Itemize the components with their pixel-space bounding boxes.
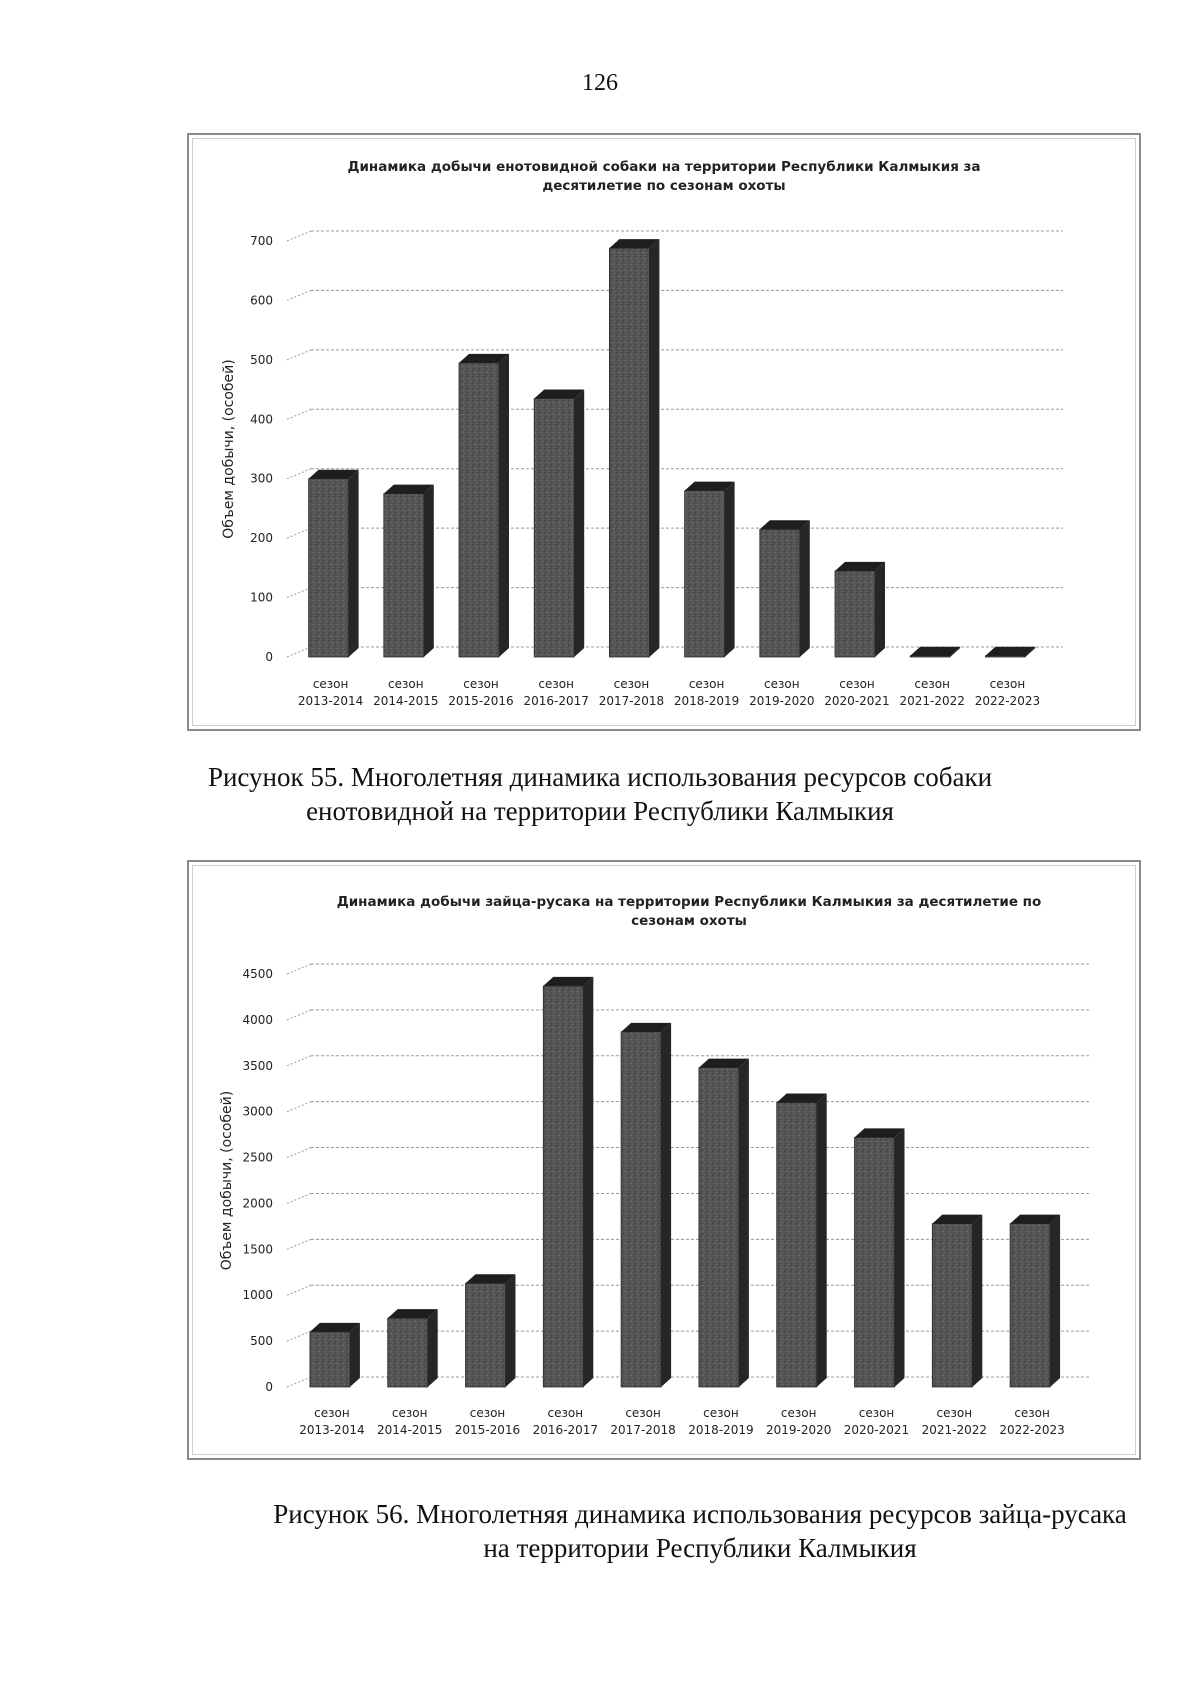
bar-front <box>388 1318 428 1387</box>
y-tick-label: 1000 <box>242 1288 273 1303</box>
bar-side <box>583 977 593 1387</box>
bar-side <box>499 354 509 657</box>
bar-side <box>506 1274 516 1387</box>
chart-title-line: Динамика добычи енотовидной собаки на территории Республики Калмыкия за <box>347 159 981 175</box>
gridline-diag <box>287 231 311 241</box>
y-tick-label: 0 <box>265 650 273 664</box>
bar-2019-2020 <box>760 520 810 657</box>
y-tick-label: 2000 <box>242 1196 273 1211</box>
y-tick-label: 500 <box>250 1334 273 1349</box>
x-tick-label: сезон <box>469 1406 506 1420</box>
y-tick-label: 400 <box>250 412 273 427</box>
bar-2022-2023 <box>985 647 1035 657</box>
bar-front <box>309 479 349 657</box>
bar-side <box>350 1323 360 1387</box>
x-tick-label: 2015-2016 <box>454 1423 521 1437</box>
gridline-diag <box>287 1056 311 1066</box>
page-number: 126 <box>582 70 618 96</box>
y-tick-label: 600 <box>250 293 273 308</box>
y-tick-label: 4000 <box>242 1012 273 1027</box>
gridline-diag <box>287 1331 311 1341</box>
bar-2017-2018 <box>609 239 659 657</box>
bar-2020-2021 <box>835 562 885 657</box>
x-tick-label: 2018-2019 <box>673 694 740 708</box>
bar-2021-2022 <box>932 1215 982 1387</box>
bar-2019-2020 <box>777 1093 827 1387</box>
bar-side <box>817 1093 827 1387</box>
x-tick-label: сезон <box>312 677 349 691</box>
bar-front <box>910 656 950 657</box>
x-tick-label: 2017-2018 <box>610 1423 676 1437</box>
gridline-diag <box>287 290 311 300</box>
bar-2021-2022 <box>910 647 960 657</box>
bar-front <box>985 656 1025 657</box>
x-tick-label: 2016-2017 <box>523 694 589 708</box>
x-tick-label: 2013-2014 <box>299 1423 365 1437</box>
x-tick-label: сезон <box>463 677 499 691</box>
y-tick-label: 3000 <box>242 1104 273 1119</box>
bar-side <box>428 1309 438 1387</box>
bar-2013-2014 <box>309 470 359 657</box>
x-tick-label: сезон <box>1014 1406 1050 1420</box>
bar-2013-2014 <box>310 1323 360 1387</box>
bar-side <box>972 1215 982 1387</box>
gridline-diag <box>287 350 311 360</box>
gridline-diag <box>287 588 311 598</box>
x-tick-label: 2016-2017 <box>532 1423 599 1437</box>
gridline-diag <box>287 469 311 479</box>
x-tick-label: сезон <box>314 1406 350 1420</box>
bar-2018-2019 <box>699 1059 749 1387</box>
gridline-diag <box>287 1148 311 1158</box>
y-axis-label: Объем добычи, (особей) <box>221 359 237 539</box>
x-tick-label: 2018-2019 <box>688 1423 754 1437</box>
bar-front <box>621 1032 661 1387</box>
bar-front <box>685 491 725 657</box>
x-tick-label: сезон <box>547 1406 584 1420</box>
bar-side <box>895 1128 905 1387</box>
gridline-diag <box>287 1010 311 1020</box>
bar-side <box>349 470 359 657</box>
gridline-diag <box>287 528 311 538</box>
x-tick-label: 2017-2018 <box>598 694 665 708</box>
x-tick-label: сезон <box>538 677 574 691</box>
y-tick-label: 2500 <box>242 1150 273 1165</box>
y-tick-label: 1500 <box>242 1242 273 1257</box>
bar-2018-2019 <box>685 482 735 657</box>
x-tick-label: 2014-2015 <box>376 1423 443 1437</box>
gridline-diag <box>287 1102 311 1112</box>
gridline-diag <box>287 964 311 974</box>
bar-2016-2017 <box>534 389 584 657</box>
x-tick-label: сезон <box>688 677 725 691</box>
bar-front <box>543 986 583 1387</box>
bar-front <box>699 1068 739 1387</box>
bar-front <box>310 1332 350 1387</box>
y-tick-label: 3500 <box>242 1058 273 1073</box>
bar-front <box>466 1283 506 1387</box>
x-tick-label: сезон <box>858 1406 895 1420</box>
bar-2022-2023 <box>1010 1215 1060 1387</box>
x-tick-label: 2019-2020 <box>765 1423 832 1437</box>
bar-2017-2018 <box>621 1023 671 1387</box>
chart-hare <box>189 862 1139 1458</box>
gridline-diag <box>287 1377 311 1387</box>
bar-2014-2015 <box>384 485 434 657</box>
x-tick-label: сезон <box>936 1406 973 1420</box>
gridline-diag <box>287 1239 311 1249</box>
gridline-diag <box>287 647 311 657</box>
y-tick-label: 300 <box>250 471 273 486</box>
y-tick-label: 500 <box>250 352 273 367</box>
bar-front <box>384 494 424 657</box>
bar-side <box>739 1059 749 1387</box>
bar-side <box>875 562 885 657</box>
chart-frame-hare <box>187 860 1141 1460</box>
x-tick-label: 2022-2023 <box>999 1423 1065 1437</box>
x-tick-label: 2021-2022 <box>899 694 965 708</box>
x-tick-label: сезон <box>764 677 800 691</box>
y-tick-label: 0 <box>265 1380 273 1394</box>
x-tick-label: 2015-2016 <box>448 694 514 708</box>
x-tick-label: сезон <box>989 677 1026 691</box>
x-tick-label: сезон <box>839 677 875 691</box>
x-tick-label: 2020-2021 <box>824 694 890 708</box>
x-tick-label: 2019-2020 <box>749 694 815 708</box>
chart-title-line: Динамика добычи зайца-русака на территории Республики Калмыкия за десятилетие по <box>336 894 1042 910</box>
chart-title-line: сезонам охоты <box>631 913 747 929</box>
bar-front <box>534 398 574 657</box>
bar-side <box>1050 1215 1060 1387</box>
figure-caption-55: Рисунок 55. Многолетняя динамика использования ресурсов собаки енотовидной на территории Республики Калмыкия <box>207 762 993 826</box>
x-tick-label: сезон <box>613 677 650 691</box>
gridline-diag <box>287 1193 311 1203</box>
bar-2014-2015 <box>388 1309 438 1387</box>
bar-front <box>932 1224 972 1387</box>
bar-2015-2016 <box>466 1274 516 1387</box>
gridline-diag <box>287 409 311 419</box>
x-tick-label: сезон <box>388 677 424 691</box>
y-tick-label: 200 <box>250 531 273 546</box>
x-tick-label: сезон <box>703 1406 739 1420</box>
y-tick-label: 700 <box>250 234 273 248</box>
bar-front <box>760 529 800 657</box>
x-tick-label: 2021-2022 <box>921 1423 988 1437</box>
figure-caption-56: Рисунок 56. Многолетняя динамика использования ресурсов зайца-русака на территории Республики Калмыкия <box>273 1499 1127 1563</box>
bar-2020-2021 <box>855 1128 905 1387</box>
bar-2015-2016 <box>459 354 509 657</box>
chart-frame-raccoon-dog <box>187 133 1141 731</box>
bar-front <box>609 248 649 657</box>
bar-front <box>459 363 499 657</box>
bar-front <box>835 571 875 657</box>
bar-side <box>424 485 434 657</box>
y-axis-label: Объем добычи, (особей) <box>219 1090 235 1271</box>
x-tick-label: 2014-2015 <box>373 694 439 708</box>
x-tick-label: 2013-2014 <box>297 694 364 708</box>
x-tick-label: сезон <box>625 1406 661 1420</box>
bar-side <box>800 520 810 657</box>
x-tick-label: сезон <box>914 677 950 691</box>
chart-title-line: десятилетие по сезонам охоты <box>542 178 786 194</box>
x-tick-label: 2022-2023 <box>974 694 1041 708</box>
chart-raccoon-dog <box>189 135 1139 729</box>
bar-side <box>661 1023 671 1387</box>
bar-side <box>649 239 659 657</box>
y-tick-label: 100 <box>250 590 273 605</box>
y-tick-label: 4500 <box>242 967 273 981</box>
bar-side <box>725 482 735 657</box>
bar-front <box>1010 1224 1050 1387</box>
x-tick-label: 2020-2021 <box>843 1423 910 1437</box>
bar-2016-2017 <box>543 977 593 1387</box>
x-tick-label: сезон <box>780 1406 817 1420</box>
x-tick-label: сезон <box>391 1406 428 1420</box>
bar-front <box>777 1102 817 1387</box>
gridline-diag <box>287 1285 311 1295</box>
bar-front <box>855 1137 895 1387</box>
bar-side <box>574 389 584 657</box>
